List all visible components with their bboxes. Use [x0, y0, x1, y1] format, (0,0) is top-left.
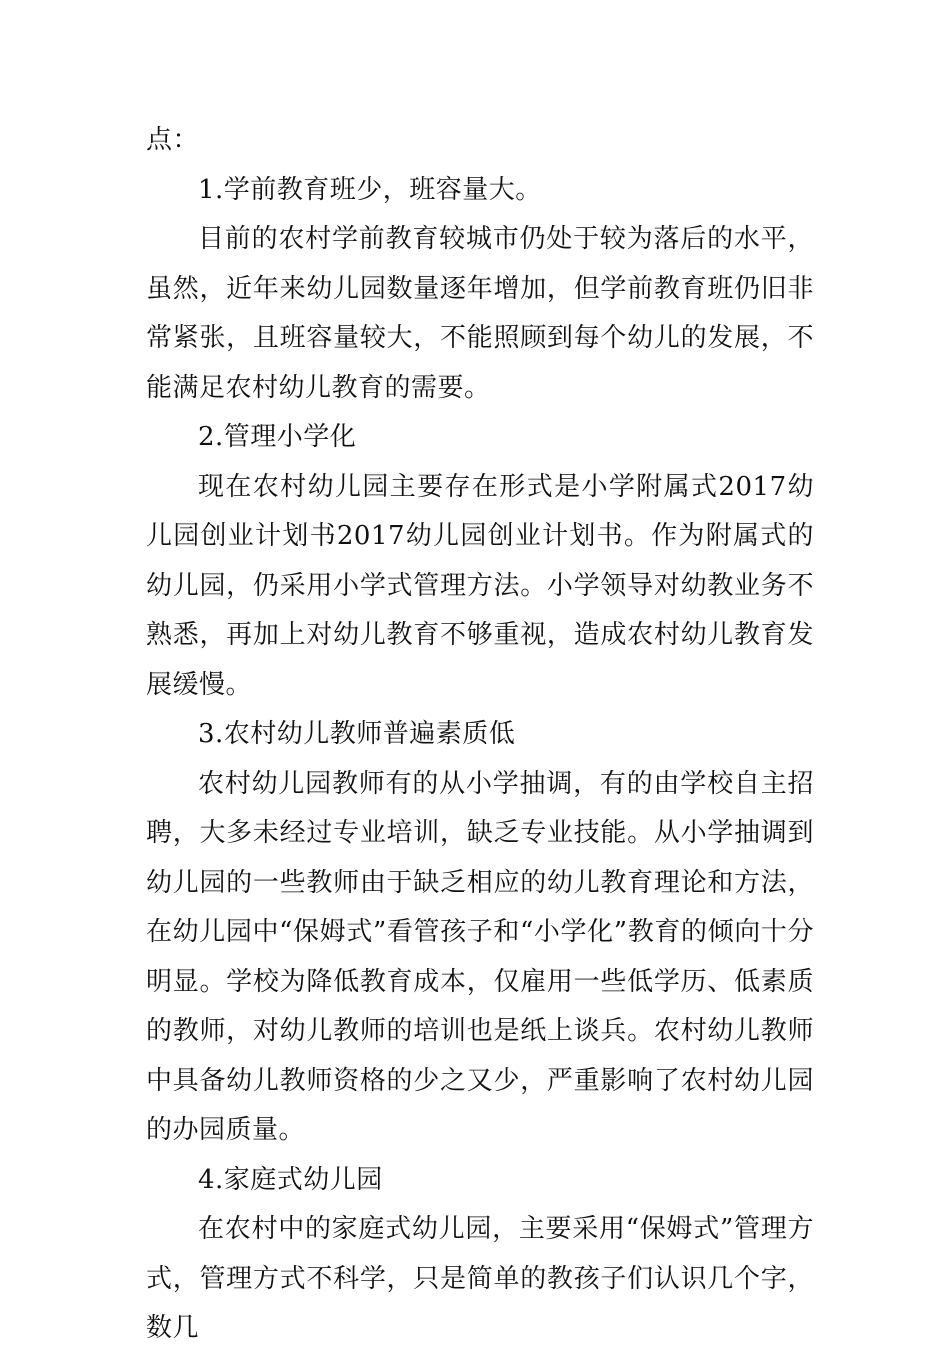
- document-body: [146, 116, 814, 1354]
- section-heading-3: 3.农村幼儿教师普遍素质低: [198, 719, 516, 749]
- paragraph-1: 目前的农村学前教育较城市仍处于较为落后的水平，虽然，近年来幼儿园数量逐年增加，但学前教育班仍旧非常紧张，且班容量较大，不能照顾到每个幼儿的发展，不能满足农村幼儿教育的需要。: [146, 224, 814, 403]
- paragraph-2: 现在农村幼儿园主要存在形式是小学附属式2017幼儿园创业计划书2017幼儿园创业计划书。作为附属式的幼儿园，仍采用小学式管理方法。小学领导对幼教业务不熟悉，再加上对幼儿教育不够重视，造成农村幼儿教育发展缓慢。: [146, 471, 814, 700]
- paragraph-4: 在农村中的家庭式幼儿园，主要采用“保姆式”管理方式，管理方式不科学，只是简单的教孩子们认识几个字，数几: [146, 1214, 814, 1343]
- paragraph-continuation: 点：: [146, 125, 200, 155]
- section-heading-1: 1.学前教育班少，班容量大。: [198, 174, 542, 205]
- paragraph-3: 农村幼儿园教师有的从小学抽调，有的由学校自主招聘，大多未经过专业培训，缺乏专业技能。从小学抽调到幼儿园的一些教师由于缺乏相应的幼儿教育理论和方法，在幼儿园中“保姆式”看管孩子和“小学化”教育的倾向十分明显。学校为降低教育成本，仅雇用一些低学历、低素质的教师，对幼儿教师的培训也是纸上谈兵。农村幼儿教师中具备幼儿教师资格的少之又少，严重影响了农村幼儿园的办园质量。: [146, 768, 814, 1145]
- section-heading-4: 4.家庭式幼儿园: [198, 1164, 383, 1195]
- section-heading-2: 2.管理小学化: [198, 422, 357, 452]
